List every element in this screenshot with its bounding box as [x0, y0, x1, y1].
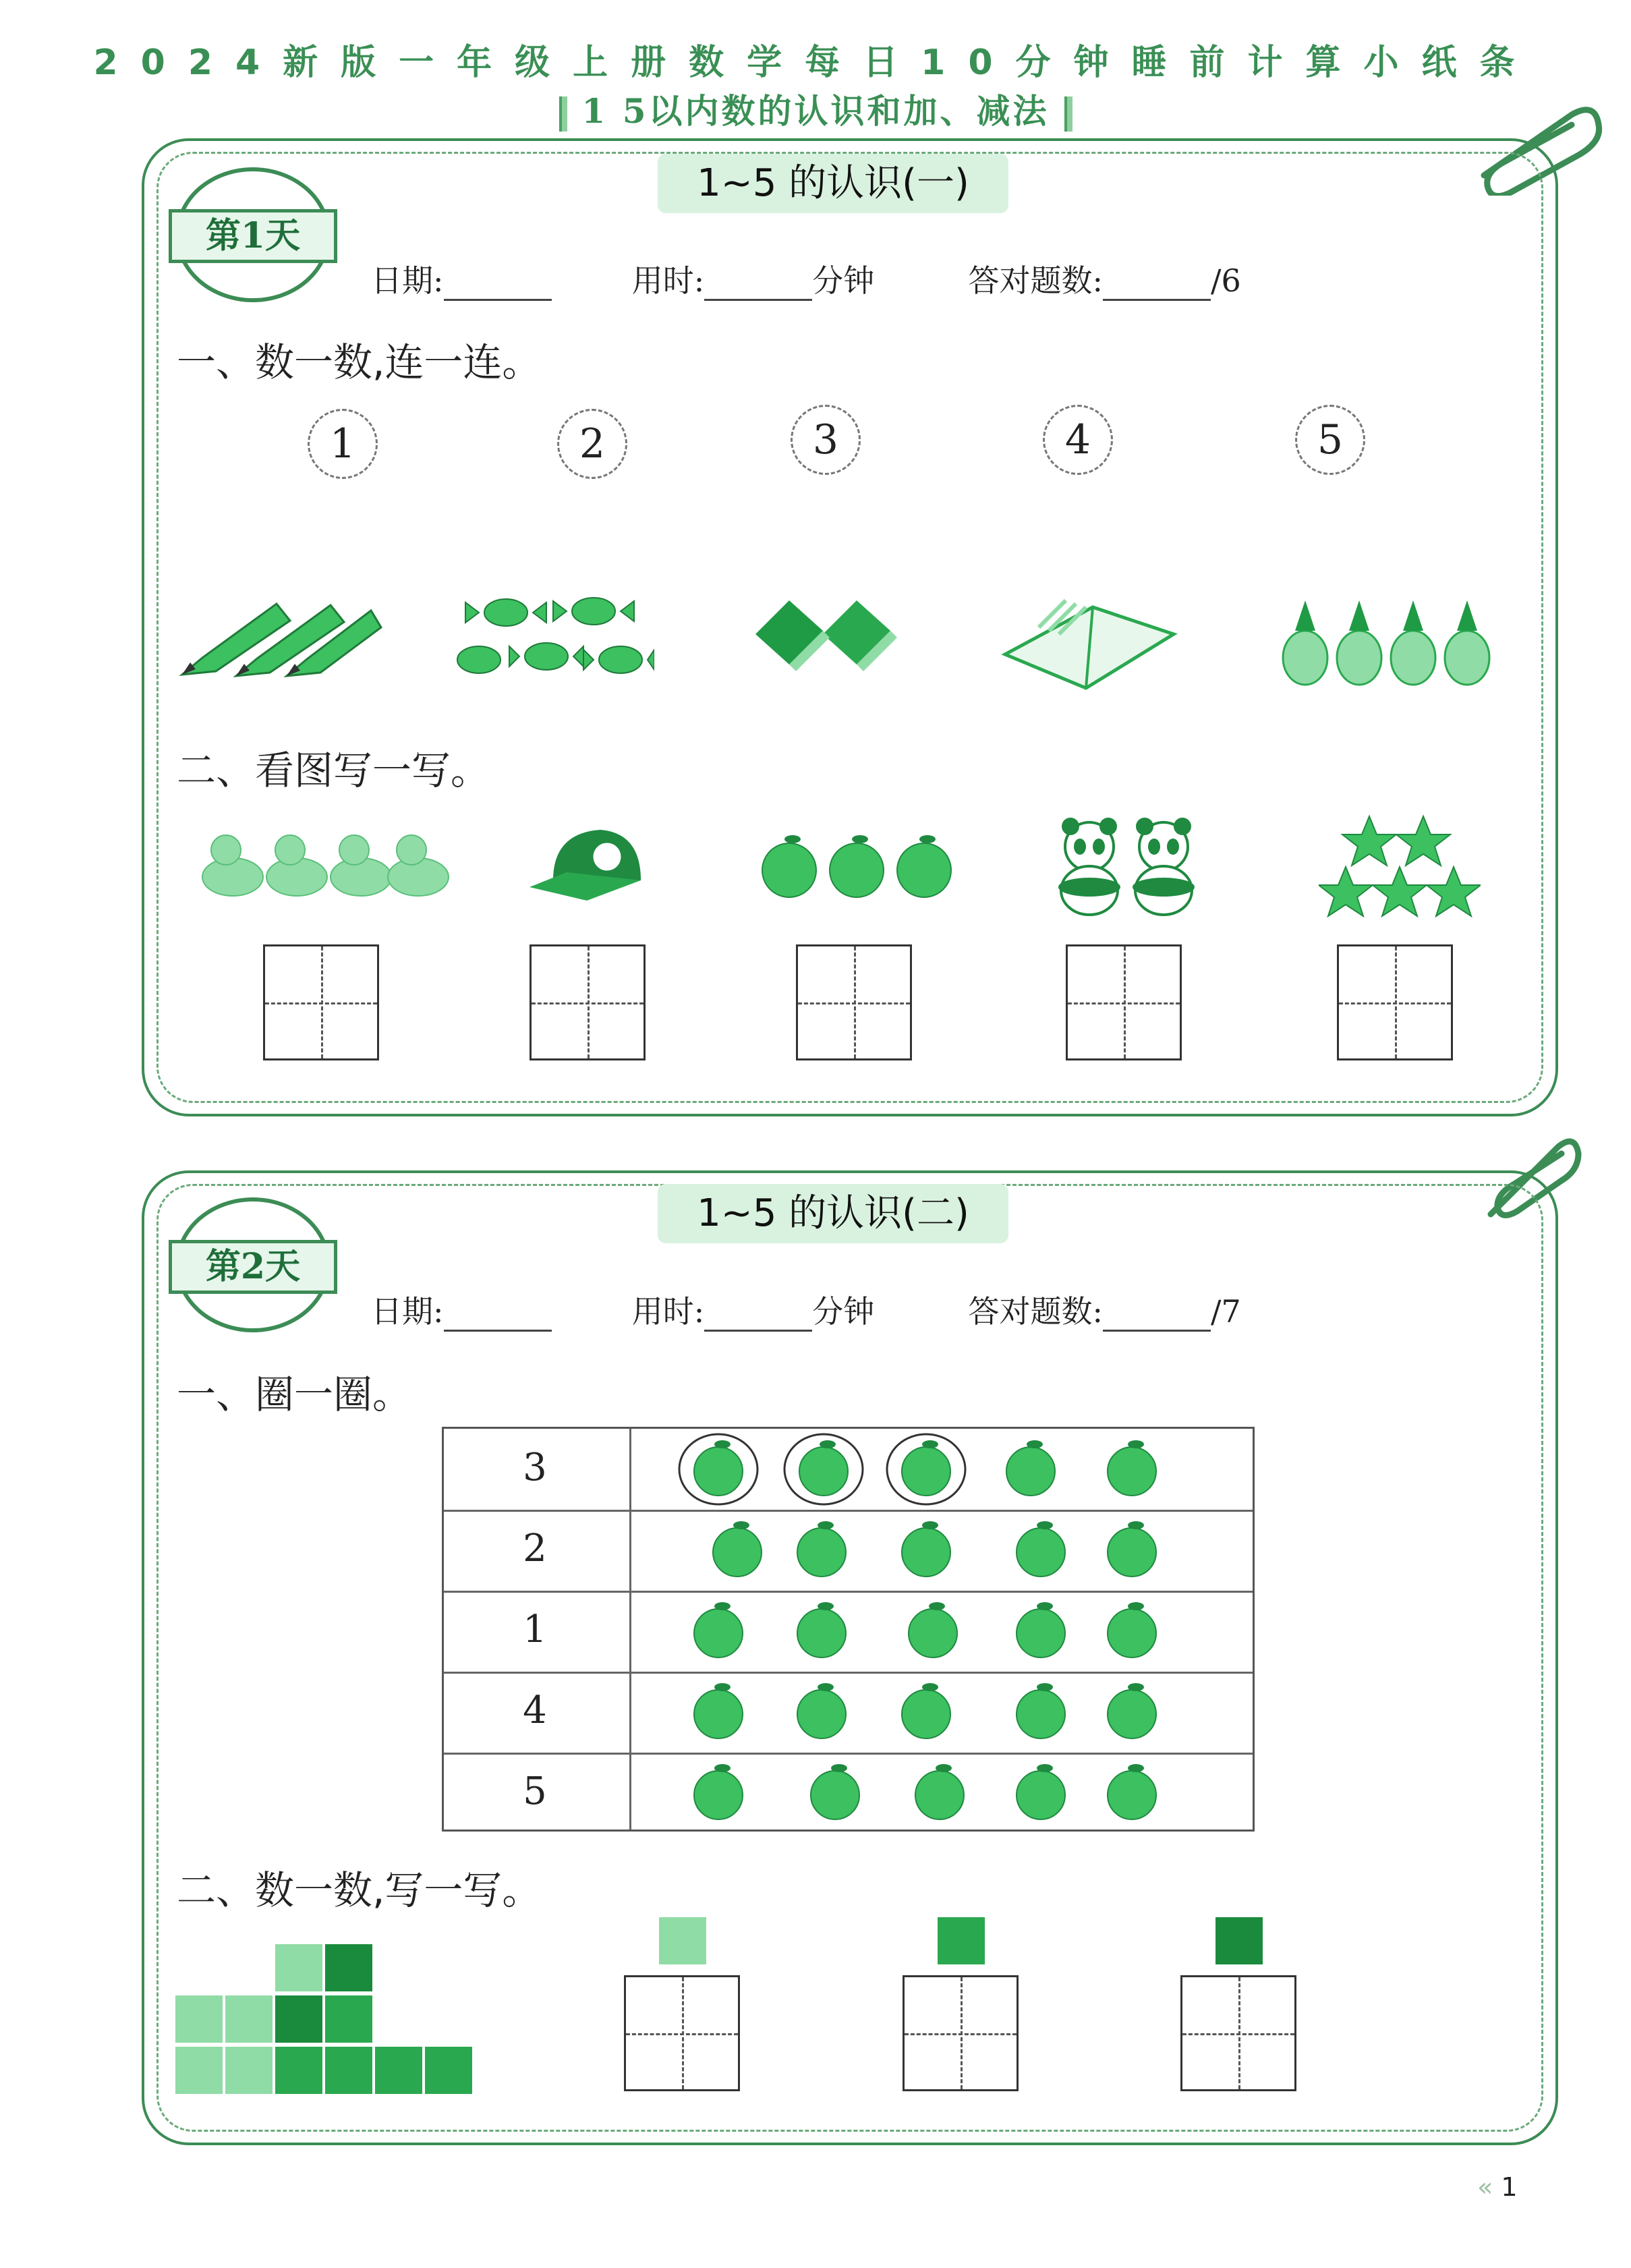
score-total: /7 — [1211, 1293, 1241, 1330]
day1-badge: 第1天 — [169, 209, 337, 263]
block-staircase — [175, 1943, 479, 2095]
pencils-icon[interactable] — [175, 594, 384, 681]
pandas-icon — [1049, 816, 1211, 917]
count-box-light[interactable] — [624, 1975, 740, 2091]
score-field[interactable] — [1103, 1303, 1211, 1332]
number-circle-1[interactable]: 1 — [308, 409, 378, 479]
page-number-value: 1 — [1501, 2172, 1518, 2202]
number-circle-5[interactable]: 5 — [1295, 405, 1365, 475]
score-total: /6 — [1211, 262, 1241, 299]
apple-row-1 — [679, 1434, 1156, 1504]
apple-row-5 — [694, 1764, 1156, 1819]
date-field[interactable] — [444, 272, 552, 301]
time-field[interactable] — [704, 272, 812, 301]
apple-row-2 — [713, 1521, 1156, 1577]
answer-box-2[interactable] — [530, 944, 646, 1060]
pineapples-icon[interactable] — [1278, 587, 1494, 688]
day2-section-title: 1~5 的认识(二) — [658, 1184, 1008, 1243]
score-label: 答对题数: — [968, 1293, 1103, 1330]
day2-q2-title: 二、数一数,写一写。 — [177, 1867, 542, 1913]
count-box-dark[interactable] — [1180, 1975, 1296, 2091]
number-circle-4[interactable]: 4 — [1043, 405, 1113, 475]
answer-box-4[interactable] — [1066, 944, 1182, 1060]
stars-icon — [1319, 813, 1481, 921]
time-field[interactable] — [704, 1303, 812, 1332]
score-field[interactable] — [1103, 272, 1211, 301]
day2-q1-title: 一、圈一圈。 — [177, 1371, 412, 1417]
color-key-medium — [938, 1917, 985, 1964]
answer-box-1[interactable] — [263, 944, 379, 1060]
day1-q1-title: 一、数一数,连一连。 — [177, 339, 542, 385]
row-number-5: 5 — [523, 1769, 547, 1813]
subtitle-bar-right — [1064, 96, 1072, 132]
subtitle-bar-left — [559, 96, 567, 132]
time-unit: 分钟 — [812, 262, 875, 299]
date-label: 日期: — [371, 262, 444, 299]
page-number — [1477, 2172, 1518, 2202]
page-header-subtitle — [0, 84, 1631, 133]
day1-info-row — [371, 256, 1383, 301]
answer-box-5[interactable] — [1337, 944, 1453, 1060]
cap-icon — [526, 820, 648, 907]
score-label: 答对题数: — [968, 262, 1103, 299]
day2-info-row — [371, 1287, 1383, 1332]
apple-row-4 — [694, 1683, 1156, 1738]
answer-box-3[interactable] — [796, 944, 912, 1060]
row-number-3: 3 — [523, 1446, 547, 1490]
date-field[interactable] — [444, 1303, 552, 1332]
page-header-title: 2024新版一年级上册数学每日10分钟睡前计算小纸条 — [93, 42, 1538, 83]
row-number-4: 4 — [523, 1689, 547, 1732]
number-circle-3[interactable]: 3 — [791, 405, 861, 475]
color-key-light — [659, 1917, 706, 1964]
day2-badge: 第2天 — [169, 1240, 337, 1294]
row-number-1: 1 — [523, 1608, 547, 1651]
apple-grid[interactable] — [629, 1429, 1253, 1830]
row-number-2: 2 — [523, 1527, 547, 1570]
erasers-icon[interactable] — [749, 594, 904, 675]
apple-row-3 — [694, 1602, 1156, 1657]
ducks-icon — [196, 826, 452, 901]
apples-icon — [755, 828, 958, 903]
candies-icon[interactable] — [452, 586, 654, 687]
circle-table — [442, 1427, 1255, 1832]
day1-section-title: 1~5 的认识(一) — [658, 154, 1008, 213]
time-label: 用时: — [631, 1293, 705, 1330]
chevron-left-icon: « — [1477, 2172, 1493, 2202]
count-box-medium[interactable] — [903, 1975, 1019, 2091]
number-circle-2[interactable]: 2 — [557, 409, 627, 479]
color-key-dark — [1215, 1917, 1263, 1964]
subtitle-text: 1 5以内数的认识和加、减法 — [581, 91, 1050, 131]
time-unit: 分钟 — [812, 1293, 875, 1330]
day1-q2-title: 二、看图写一写。 — [177, 747, 490, 793]
book-icon[interactable] — [998, 587, 1180, 695]
time-label: 用时: — [631, 262, 705, 299]
date-label: 日期: — [371, 1293, 444, 1330]
